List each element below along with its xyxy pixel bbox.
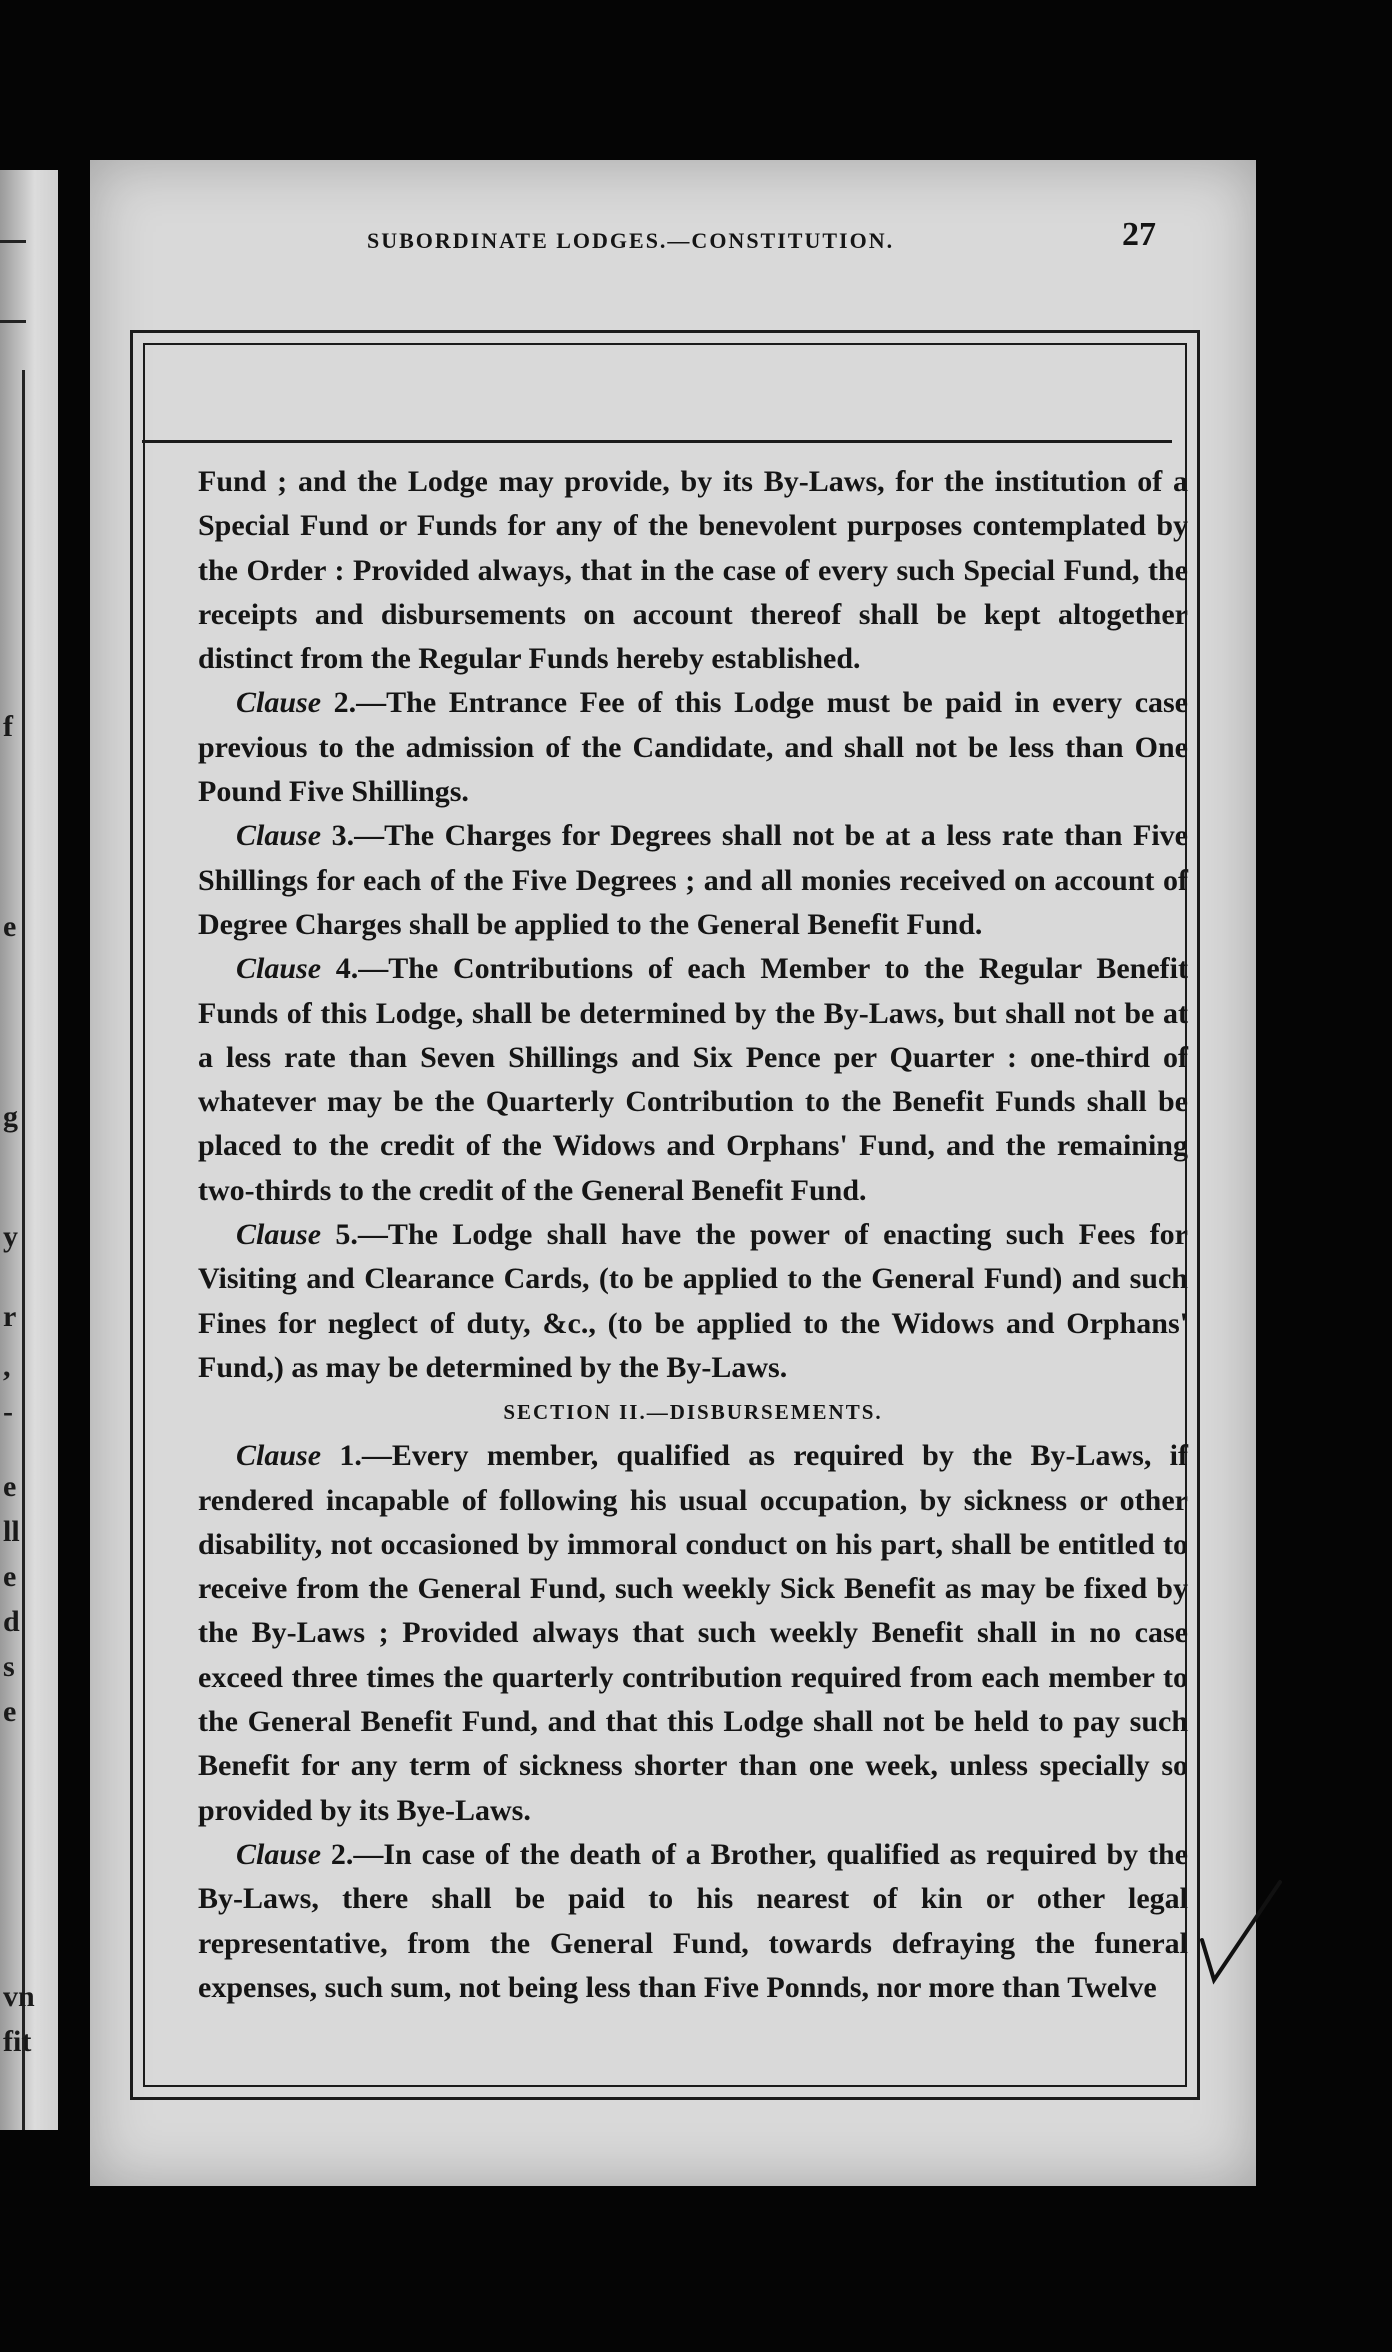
clause-label: Clause	[236, 1218, 322, 1252]
clause-label: Clause	[236, 686, 322, 720]
running-head	[142, 216, 1156, 260]
section-2-clause-1-sick-benefit	[198, 1434, 1188, 1833]
clause-label: Clause	[236, 1837, 322, 1871]
adjacent-page-fragment: g	[3, 1100, 18, 1133]
clause-text: 3.—The Charges for Degrees shall not be at a less rate than Five Shillings for each of the Five Degrees ; and all monies received on account of Degree Charges shall be applied to the General Benefit Fund.	[198, 819, 1188, 941]
adjacent-page-strip	[0, 170, 58, 2130]
adjacent-page-fragment: ll	[3, 1515, 20, 1548]
adjacent-page-fragment: ,	[3, 1350, 11, 1383]
header-rule	[142, 440, 1172, 443]
clause-3-degree-charges	[198, 814, 1188, 947]
adjacent-page-fragment: e	[3, 1695, 17, 1728]
clause-5-fees	[198, 1213, 1188, 1390]
adjacent-page-fragment: e	[3, 1470, 17, 1503]
adjacent-page-fragment: e	[3, 1560, 17, 1593]
clause-text: 2.—In case of the death of a Brother, qualified as required by the By-Laws, there shall be paid to his nearest of kin or other legal representative, from the General Fund, towards defraying the funeral expenses, such sum, not being less than Five Ponnds, nor more than Twelve	[198, 1837, 1188, 2004]
running-head-title: SUBORDINATE LODGES.—CONSTITUTION.	[367, 228, 895, 253]
adjacent-page-fragment: fit	[3, 2025, 32, 2058]
pen-check-mark	[1196, 1870, 1286, 2000]
clause-label: Clause	[236, 1439, 322, 1473]
paragraph-fund-continuation: Fund ; and the Lodge may provide, by its By-Laws, for the institution of a Special Fund or Funds for any of the benevolent purposes contemplated by the Order : Provided always, that in the case of every such Special Fund, the receipts and disbursements on account thereof shall be kept altogether distinct from the Regular Funds hereby established.	[198, 465, 1188, 676]
clause-text: 2.—The Entrance Fee of this Lodge must be paid in every case previous to the admission of the Candidate, and shall not be less than One Pound Five Shillings.	[198, 686, 1188, 809]
adjacent-page-rule	[0, 320, 26, 323]
adjacent-page-fragment: r	[3, 1300, 17, 1333]
clause-2-entrance-fee	[198, 681, 1188, 814]
body-text	[198, 460, 1188, 2010]
clause-text: 1.—Every member, qualified as required by the By-Laws, if rendered incapable of following his usual occupation, by sickness or other disability, not occasioned by immoral conduct on his part, shall be entitled to receive from the General Fund, such weekly Sick Benefit as may be fixed by the By-Laws ; Provided always that such weekly Benefit shall in no case exceed three times the quarterly contribution required from each member to the General Benefit Fund, and that this Lodge shall not be held to pay such Benefit for any term of sickness shorter than one week, unless specially so provided by its Bye-Laws.	[198, 1439, 1188, 1827]
adjacent-page-fragment: s	[3, 1650, 15, 1683]
clause-text: 4.—The Contributions of each Member to the Regular Benefit Funds of this Lodge, shall be determined by the By-Laws, but shall not be at a less rate than Seven Shillings and Six Pence per Quarter : one-third of whatever may be the Quarterly Contribution to the Benefit Funds shall be placed to the credit of the Widows and Orphans' Fund, and the remaining two-thirds to the credit of the General Benefit Fund.	[198, 952, 1188, 1207]
section-heading: SECTION II.—DISBURSEMENTS.	[503, 1400, 883, 1425]
adjacent-page-fragment: d	[3, 1605, 20, 1638]
adjacent-page-fragment: -	[3, 1395, 13, 1428]
adjacent-page-fragment: e	[3, 910, 17, 943]
adjacent-page-border	[22, 370, 25, 2130]
adjacent-page-fragment: f	[3, 710, 13, 743]
clause-label: Clause	[236, 952, 322, 986]
section-2-clause-2-funeral	[198, 1833, 1188, 2010]
adjacent-page-rule	[0, 240, 26, 243]
clause-label: Clause	[236, 819, 322, 853]
page-number: 27	[1122, 216, 1156, 253]
book-page	[90, 160, 1256, 2186]
clause-text: 5.—The Lodge shall have the power of enacting such Fees for Visiting and Clearance Cards, (to be applied to the General Fund) and such Fines for neglect of duty, &c., (to be applied to the Widows and Orphans' Fund,) as may be determined by the By-Laws.	[198, 1218, 1188, 1384]
adjacent-page-fragment: y	[3, 1220, 18, 1253]
adjacent-page-fragment: vn	[3, 1980, 35, 2013]
clause-4-contributions	[198, 947, 1188, 1213]
